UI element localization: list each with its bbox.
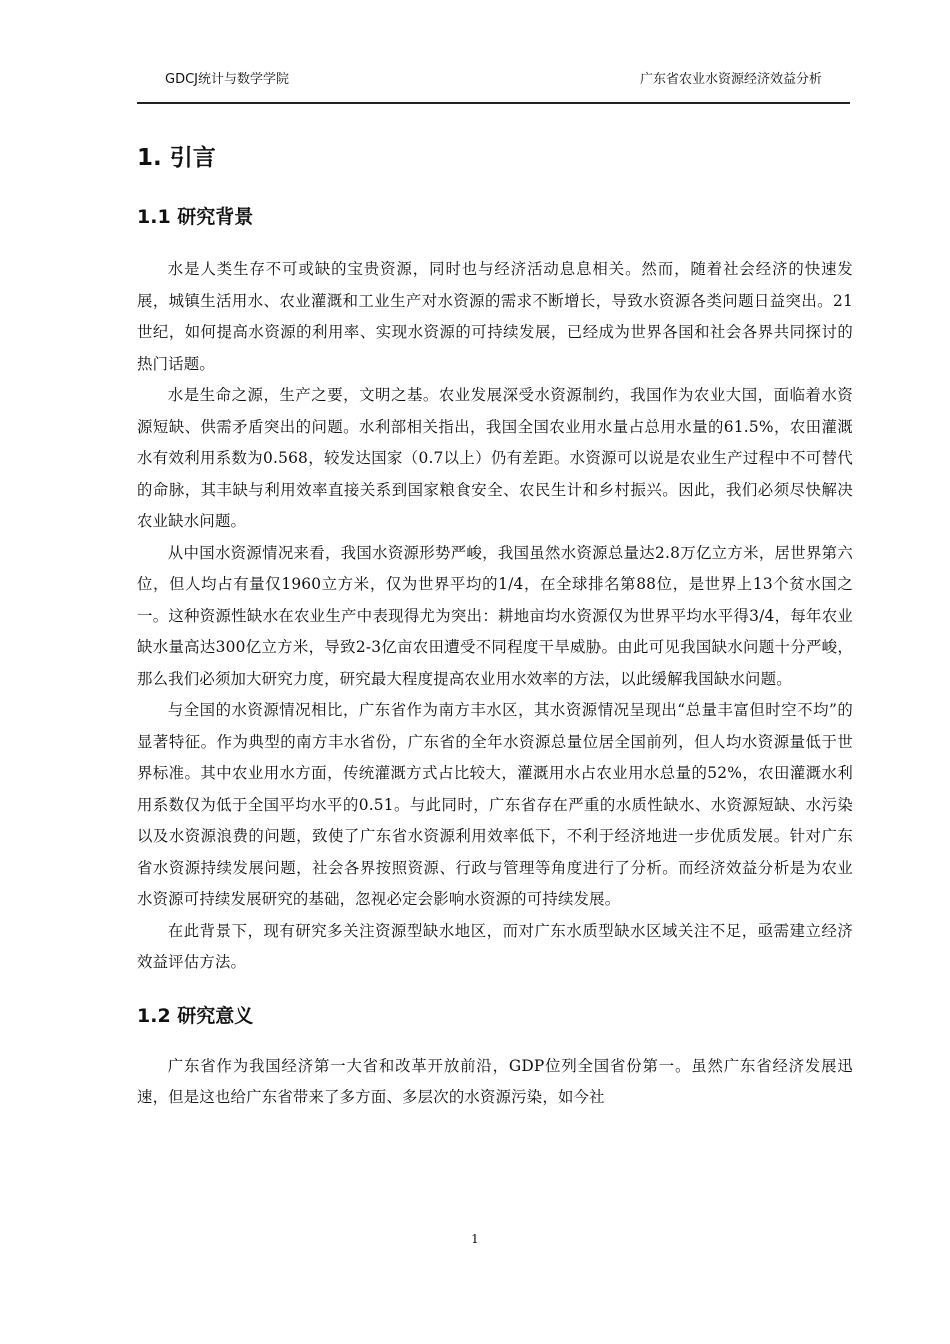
subsection-heading-background: 1.1 研究背景 bbox=[137, 206, 254, 228]
paragraph: 广东省作为我国经济第一大省和改革开放前沿，GDP位列全国省份第一。虽然广东省经济发展迅速，但是这也给广东省带来了多方面、多层次的水资源污染，如今社 bbox=[137, 1056, 853, 1106]
paragraph: 水是人类生存不可或缺的宝贵资源，同时也与经济活动息息相关。然而，随着社会经济的快速发展，城镇生活用水、农业灌溉和工业生产对水资源的需求不断增长，导致水资源各类问题日益突出。21世纪，如何提高水资源的利用率、实现水资源的可持续发展，已经成为世界各国和社会各界共同探讨的热门话题。 bbox=[137, 260, 853, 373]
paragraph: 从中国水资源情况来看，我国水资源形势严峻，我国虽然水资源总量达2.8万亿立方米，居世界第六位，但人均占有量仅1960立方米，仅为世界平均的1/4，在全球排名第88位，是世界上13个贫水国之一。这种资源性缺水在农业生产中表现得尤为突出：耕地亩均水资源仅为世界平均水平得3/4，每年农业缺水量高达300亿立方米，导致2-3亿亩农田遭受不同程度干旱威胁。由此可见我国缺水问题十分严峻，那么我们必须加大研究力度，研究最大程度提高农业用水效率的方法，以此缓解我国缺水问题。 bbox=[137, 543, 853, 688]
page-number: 1 bbox=[471, 1232, 479, 1246]
paragraph: 在此背景下，现有研究多关注资源型缺水地区，而对广东水质型缺水区域关注不足，亟需建立经济效益评估方法。 bbox=[137, 921, 853, 971]
subsection-heading-significance: 1.2 研究意义 bbox=[137, 1004, 254, 1027]
paragraph: 与全国的水资源情况相比，广东省作为南方丰水区，其水资源情况呈现出“总量丰富但时空不均”的显著特征。作为典型的南方丰水省份，广东省的全年水资源总量位居全国前列，但人均水资源量低于世界标准。其中农业用水方面，传统灌溉方式占比较大，灌溉用水占农业用水总量的52%，农田灌溉水利用系数仅为低于全国平均水平的0.51。与此同时，广东省存在严重的水质性缺水、水资源短缺、水污染以及水资源浪费的问题，致使了广东省水资源利用效率低下，不利于经济地进一步优质发展。针对广东省水资源持续发展问题，社会各界按照资源、行政与管理等角度进行了分析。而经济效益分析是为农业水资源可持续发展研究的基础，忽视必定会影响水资源的可持续发展。 bbox=[137, 701, 853, 908]
header-document-title: 广东省农业水资源经济效益分析 bbox=[639, 72, 822, 87]
header-school-name: GDCJ统计与数学学院 bbox=[165, 72, 289, 87]
page-header bbox=[137, 62, 850, 104]
paragraph: 水是生命之源，生产之要，文明之基。农业发展深受水资源制约，我国作为农业大国，面临着水资源短缺、供需矛盾突出的问题。水利部相关指出，我国全国农业用水量占总用水量的61.5%，农田灌溉水有效利用系数为0.568，较发达国家（0.7以上）仍有差距。水资源可以说是农业生产过程中不可替代的命脉，其丰缺与利用效率直接关系到国家粮食安全、农民生计和乡村振兴。因此，我们必须尽快解决农业缺水问题。 bbox=[137, 386, 853, 530]
page-body bbox=[137, 138, 853, 1114]
section-heading-introduction: 1. 引言 bbox=[137, 145, 216, 171]
